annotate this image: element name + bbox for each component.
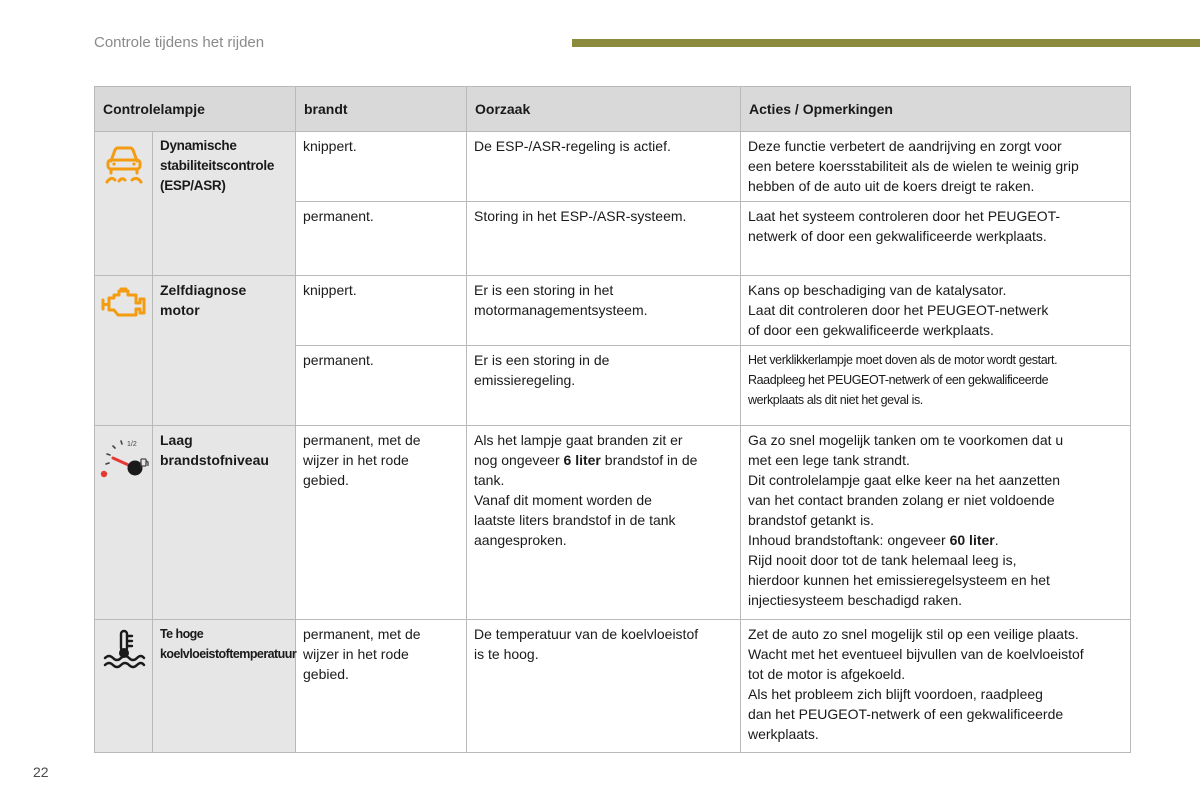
acties-line: Rijd nooit door tot de tank helemaal leeg is, <box>748 552 1017 568</box>
brandt-cell: permanent. <box>296 202 467 276</box>
oorzaak-line: Als het lampje gaat branden zit er <box>474 432 683 448</box>
acties-line: Het verklikkerlampje moet doven als de motor wordt gestart. <box>748 353 1058 367</box>
brandt-cell: permanent. <box>296 346 467 426</box>
oorzaak-line: De temperatuur van de koelvloeistof <box>474 626 699 642</box>
column-header-acties: Acties / Opmerkingen <box>741 87 1131 132</box>
lamp-name-line: Dynamische <box>160 138 237 153</box>
page-number: 22 <box>33 764 49 780</box>
lamp-name-line: koelvloeistoftemperatuur <box>160 647 297 661</box>
oorzaak-line: is te hoog. <box>474 646 539 662</box>
oorzaak-line: laatste liters brandstof in de tank <box>474 512 676 528</box>
lamp-name-line: (ESP/ASR) <box>160 178 226 193</box>
oorzaak-cell <box>467 346 741 426</box>
esp-icon-cell <box>95 132 153 276</box>
engine-name-cell <box>153 276 296 426</box>
acties-line: Ga zo snel mogelijk tanken om te voorkomen dat u <box>748 432 1064 448</box>
oorzaak-cell <box>467 132 741 202</box>
brandt-line: gebied. <box>303 666 349 682</box>
lamp-name-line: motor <box>160 302 200 318</box>
table-header-row <box>95 87 1131 132</box>
brandt-cell <box>296 426 467 620</box>
coolant-icon-cell <box>95 620 153 753</box>
acties-line: hierdoor kunnen het emissieregelsysteem en het <box>748 572 1050 588</box>
acties-line: injectiesysteem beschadigd raken. <box>748 592 963 608</box>
acties-line: Dit controlelampje gaat elke keer na het aanzetten <box>748 472 1061 488</box>
oorzaak-line: De ESP-/ASR-regeling is actief. <box>474 138 671 154</box>
oorzaak-cell <box>467 276 741 346</box>
column-header-controlelampje: Controlelampje <box>95 87 296 132</box>
acties-line: netwerk of door een gekwalificeerde werkplaats. <box>748 228 1047 244</box>
acties-line: Wacht met het eventueel bijvullen van de koelvloeistof <box>748 646 1084 662</box>
oorzaak-line: Storing in het ESP-/ASR-systeem. <box>474 208 687 224</box>
acties-line: brandstof getankt is. <box>748 512 875 528</box>
oorzaak-line: emissieregeling. <box>474 372 576 388</box>
acties-cell <box>741 346 1131 426</box>
column-header-oorzaak: Oorzaak <box>467 87 741 132</box>
brandt-line: wijzer in het rode <box>303 646 409 662</box>
oorzaak-cell <box>467 620 741 753</box>
oorzaak-line: motormanagementsysteem. <box>474 302 648 318</box>
oorzaak-line: tank. <box>474 472 505 488</box>
table-row <box>95 620 1131 753</box>
fuel-reserve-value: 6 liter <box>563 452 601 468</box>
page-header-title: Controle tijdens het rijden <box>94 34 265 51</box>
acties-cell <box>741 620 1131 753</box>
brandt-cell <box>296 620 467 753</box>
oorzaak-text: nog ongeveer <box>474 452 564 468</box>
acties-line: Zet de auto zo snel mogelijk stil op een veilige plaats. <box>748 626 1079 642</box>
oorzaak-line: aangesproken. <box>474 532 567 548</box>
warning-lights-table <box>94 86 1131 753</box>
brandt-line: gebied. <box>303 472 349 488</box>
acties-line <box>748 530 1124 550</box>
oorzaak-line: Vanaf dit moment worden de <box>474 492 652 508</box>
acties-text: Inhoud brandstoftank: ongeveer <box>748 532 950 548</box>
coolant-name-cell <box>153 620 296 753</box>
acties-cell <box>741 202 1131 276</box>
esp-name-cell <box>153 132 296 276</box>
oorzaak-cell <box>467 426 741 620</box>
lamp-name-line: Te hoge <box>160 627 204 641</box>
tank-capacity-value: 60 liter <box>949 532 995 548</box>
lamp-name-line: stabiliteitscontrole <box>160 158 275 173</box>
acties-line: Raadpleeg het PEUGEOT-netwerk of een gekwalificeerde <box>748 373 1049 387</box>
oorzaak-line <box>474 450 734 470</box>
column-header-brandt: brandt <box>296 87 467 132</box>
oorzaak-line: Er is een storing in het <box>474 282 614 298</box>
acties-line: of door een gekwalificeerde werkplaats. <box>748 322 994 338</box>
table-row <box>95 426 1131 620</box>
acties-text: . <box>994 532 999 548</box>
acties-line: een betere koersstabiliteit als de wielen te weinig grip <box>748 158 1079 174</box>
lamp-name-line: Laag <box>160 432 193 448</box>
acties-cell <box>741 426 1131 620</box>
lamp-name-line: Zelfdiagnose <box>160 282 247 298</box>
acties-line: van het contact branden zolang er niet voldoende <box>748 492 1055 508</box>
acties-line: tot de motor is afgekoeld. <box>748 666 906 682</box>
acties-line: werkplaats. <box>748 726 819 742</box>
lamp-name-line: brandstofniveau <box>160 452 269 468</box>
acties-line: Deze functie verbetert de aandrijving en zorgt voor <box>748 138 1062 154</box>
oorzaak-cell <box>467 202 741 276</box>
gauge-half-label: 1/2 <box>127 441 137 448</box>
header-accent-bar <box>572 39 1200 47</box>
acties-line: Als het probleem zich blijft voordoen, raadpleeg <box>748 686 1043 702</box>
engine-check-icon <box>99 284 148 320</box>
oorzaak-text: brandstof in de <box>600 452 698 468</box>
fuel-icon-cell <box>95 426 153 620</box>
engine-icon-cell <box>95 276 153 426</box>
table-row <box>95 276 1131 346</box>
brandt-line: wijzer in het rode <box>303 452 409 468</box>
acties-line: hebben of de auto uit de koers dreigt te raken. <box>748 178 1035 194</box>
table-row <box>95 132 1131 202</box>
acties-line: werkplaats als dit niet het geval is. <box>748 393 923 407</box>
esp-skid-icon <box>99 140 148 184</box>
oorzaak-line: Er is een storing in de <box>474 352 610 368</box>
acties-cell <box>741 132 1131 202</box>
brandt-line: permanent, met de <box>303 432 421 448</box>
brandt-cell: knippert. <box>296 132 467 202</box>
acties-line: Laat het systeem controleren door het PEUGEOT- <box>748 208 1061 224</box>
brandt-cell: knippert. <box>296 276 467 346</box>
coolant-temperature-icon <box>99 628 148 670</box>
acties-line: Kans op beschadiging van de katalysator. <box>748 282 1007 298</box>
fuel-name-cell <box>153 426 296 620</box>
fuel-gauge-icon <box>99 434 148 480</box>
acties-cell <box>741 276 1131 346</box>
acties-line: met een lege tank strandt. <box>748 452 910 468</box>
brandt-line: permanent, met de <box>303 626 421 642</box>
acties-line: Laat dit controleren door het PEUGEOT-netwerk <box>748 302 1049 318</box>
acties-line: dan het PEUGEOT-netwerk of een gekwalificeerde <box>748 706 1064 722</box>
